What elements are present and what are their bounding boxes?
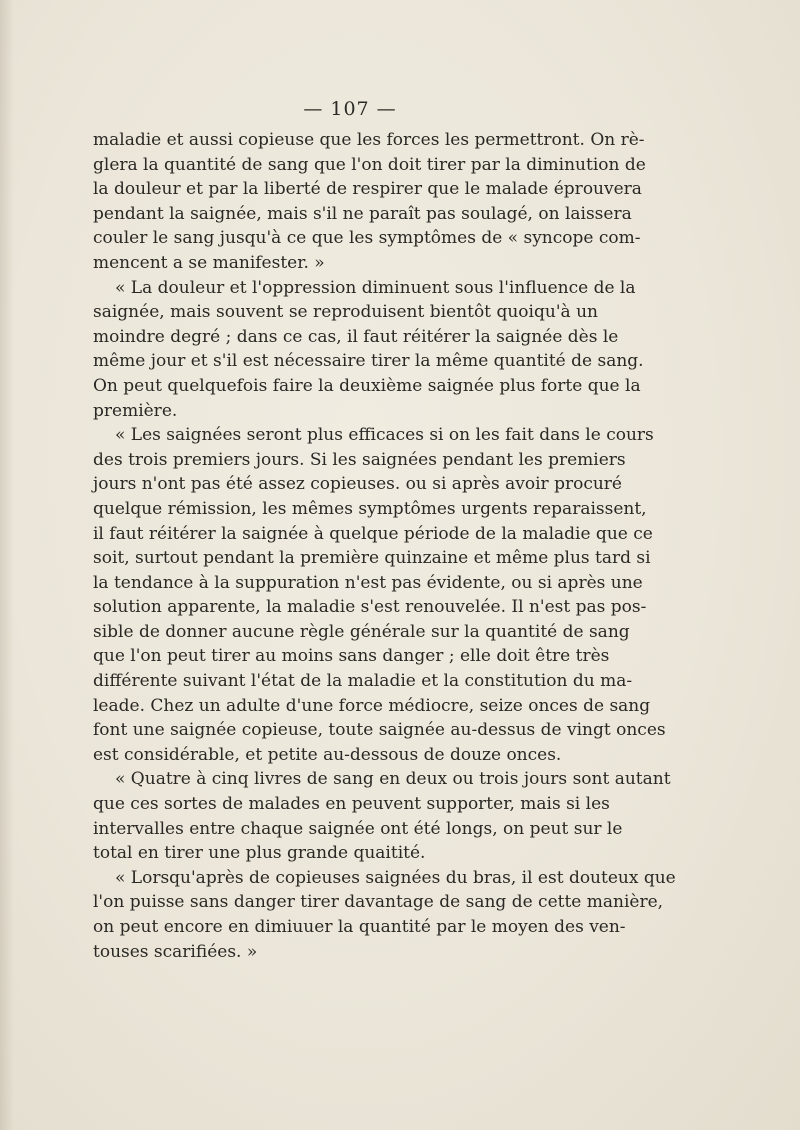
text-line: solution apparente, la maladie s'est renouvelée. Il n'est pas pos-	[93, 597, 647, 618]
text-line: même jour et s'il est nécessaire tirer la même quantité de sang.	[93, 351, 644, 372]
text-line: est considérable, et petite au-dessous de douze onces.	[93, 744, 562, 765]
text-line: sible de donner aucune règle générale sur la quantité de sang	[93, 621, 630, 642]
text-line: différente suivant l'état de la maladie et la constitution du ma-	[93, 671, 633, 692]
text-line: touses scarifiées. »	[93, 941, 258, 962]
text-line: total en tirer une plus grande quaitité.	[93, 843, 426, 864]
text-line: que ces sortes de malades en peuvent supporter, mais si les	[93, 794, 610, 815]
text-line: première.	[93, 400, 178, 421]
text-line: glera la quantité de sang que l'on doit tirer par la diminution de	[93, 154, 646, 175]
text-line: saignée, mais souvent se reproduisent bientôt quoiqu'à un	[93, 302, 598, 323]
text-line: mencent a se manifester. »	[93, 252, 325, 273]
text-line: soit, surtout pendant la première quinzaine et même plus tard si	[93, 548, 651, 569]
body-text	[93, 128, 676, 964]
text-line: la tendance à la suppuration n'est pas évidente, ou si après une	[93, 572, 643, 593]
text-line: « Lorsqu'après de copieuses saignées du bras, il est douteux que	[115, 867, 676, 888]
text-line: « Quatre à cinq livres de sang en deux ou trois jours sont autant	[115, 769, 671, 790]
text-line: On peut quelquefois faire la deuxième saignée plus forte que la	[93, 375, 641, 396]
text-line: « La douleur et l'oppression diminuent sous l'influence de la	[115, 277, 636, 298]
text-line: il faut réitérer la saignée à quelque période de la maladie que ce	[93, 523, 653, 544]
text-line: leade. Chez un adulte d'une force médiocre, seize onces de sang	[93, 695, 651, 716]
text-line: quelque rémission, les mêmes symptômes urgents reparaissent,	[93, 498, 647, 519]
text-line: couler le sang jusqu'à ce que les symptômes de « syncope com-	[93, 228, 641, 249]
text-line: jours n'ont pas été assez copieuses. ou si après avoir procuré	[93, 474, 622, 495]
text-line: font une saignée copieuse, toute saignée au-dessus de vingt onces	[93, 720, 666, 741]
text-line: intervalles entre chaque saignée ont été longs, on peut sur le	[93, 818, 623, 839]
page-edge-shadow	[0, 0, 14, 1130]
page-number: — 107 —	[303, 98, 397, 120]
text-line: « Les saignées seront plus efficaces si on les fait dans le cours	[115, 425, 654, 446]
text-line: maladie et aussi copieuse que les forces les permettront. On rè-	[93, 130, 645, 150]
text-line: on peut encore en dimiuuer la quantité par le moyen des ven-	[93, 917, 626, 937]
text-line: l'on puisse sans danger tirer davantage de sang de cette manière,	[93, 892, 664, 913]
text-line: des trois premiers jours. Si les saignées pendant les premiers	[93, 449, 626, 470]
text-line: que l'on peut tirer au moins sans danger ; elle doit être très	[93, 646, 610, 667]
text-line: pendant la saignée, mais s'il ne paraît pas soulagé, on laissera	[93, 203, 632, 224]
text-line: la douleur et par la liberté de respirer que le malade éprouvera	[93, 179, 642, 200]
text-line: moindre degré ; dans ce cas, il faut réitérer la saignée dès le	[93, 326, 619, 347]
